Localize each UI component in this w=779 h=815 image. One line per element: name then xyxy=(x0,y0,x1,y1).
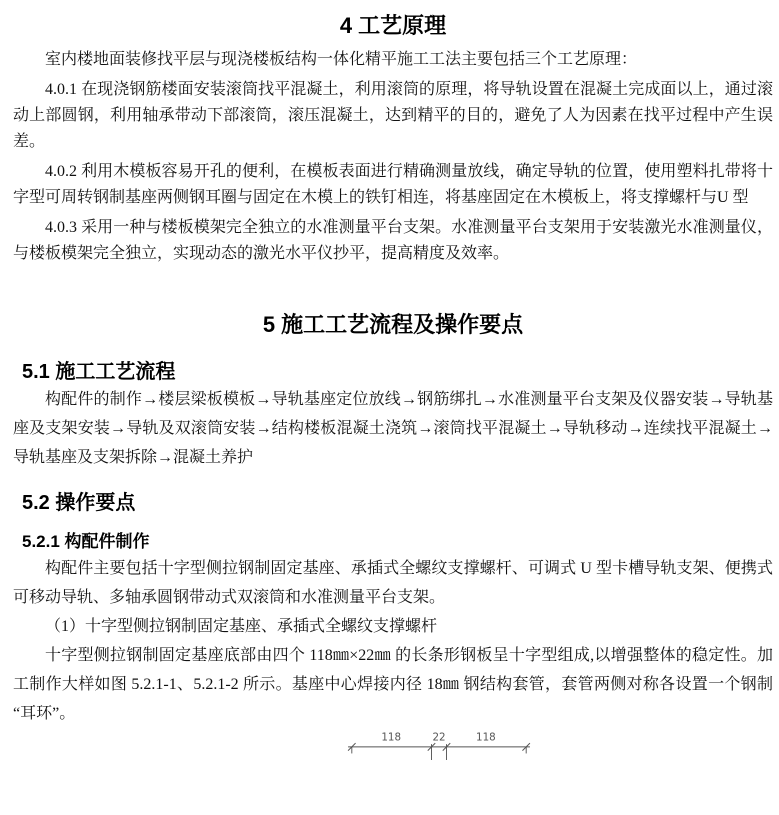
dim-label-left: 118 xyxy=(381,731,402,744)
paragraph-baseplate-detail: 十字型侧拉钢制固定基座底部由四个 118㎜×22㎜ 的长条形钢板呈十字型组成,以增强整体的稳定性。加工制作大样如图 5.2.1-1、5.2.1-2 所示。基座中心焊接内径 18㎜ 钢结构套管，套管两侧对称各设置一个钢制“耳环”。 xyxy=(13,647,773,722)
construction-flow-paragraph: 构配件的制作→楼层梁板模板→导轨基座定位放线→钢筋绑扎→水准测量平台支架及仪器安装→导轨基座及支架安装→导轨及双滚筒安装→结构楼板混凝土浇筑→滚筒找平混凝土→导轨移动→连续找平混凝土→导轨基座及支架拆除→混凝土养护 xyxy=(13,391,773,466)
paragraph-clause-4-0-1: 4.0.1 在现浇钢筋楼面安装滚筒找平混凝土，利用滚筒的原理，将导轨设置在混凝土完成面以上，通过滚动上部圆钢，利用轴承带动下部滚筒，滚压混凝土，达到精平的目的，避免了人为因素在找平过程中产生误差。 xyxy=(13,81,773,150)
dim-label-right: 118 xyxy=(476,731,496,744)
paragraph-clause-4-0-3: 4.0.3 采用一种与楼板模架完全独立的水准测量平台支架。水准测量平台支架用于安装激光水准测量仪，与楼板模架完全独立，实现动态的激光水平仪抄平，提高精度及效率。 xyxy=(13,219,773,262)
paragraph-5-2-1-components: 构配件主要包括十字型侧拉钢制固定基座、承插式全螺纹支撑螺杆、可调式 U 型卡槽导轨支架、便携式可移动导轨、多轴承圆钢带动式双滚筒和水准测量平台支架。 xyxy=(13,560,773,606)
dimension-figure xyxy=(339,730,539,760)
dimension-figure-drawing xyxy=(339,730,539,760)
paragraph-clause-4-0-2: 4.0.2 利用木模板容易开孔的便利，在模板表面进行精确测量放线，确定导轨的位置，使用塑料扎带将十字型可周转钢制基座两侧钢耳圈与固定在木模上的铁钉相连，将基座固定在木模板上，将支撑螺杆与U 型 xyxy=(13,163,773,206)
section-4-title: 4 工艺原理 xyxy=(339,13,447,38)
heading-5-2-1: 5.2.1 构配件制作 xyxy=(22,532,150,551)
dim-label-center: 22 xyxy=(432,731,446,744)
paragraph-item-1: （1）十字型侧拉钢制固定基座、承插式全螺纹支撑螺杆 xyxy=(45,618,438,635)
heading-5-2: 5.2 操作要点 xyxy=(22,492,136,514)
dimension-line-group xyxy=(348,743,530,760)
heading-5-1: 5.1 施工工艺流程 xyxy=(22,361,176,383)
section-5-title: 5 施工工艺流程及操作要点 xyxy=(262,312,524,337)
paragraph-section4-intro: 室内楼地面装修找平层与现浇楼板结构一体化精平施工工法主要包括三个工艺原理： xyxy=(45,51,638,68)
